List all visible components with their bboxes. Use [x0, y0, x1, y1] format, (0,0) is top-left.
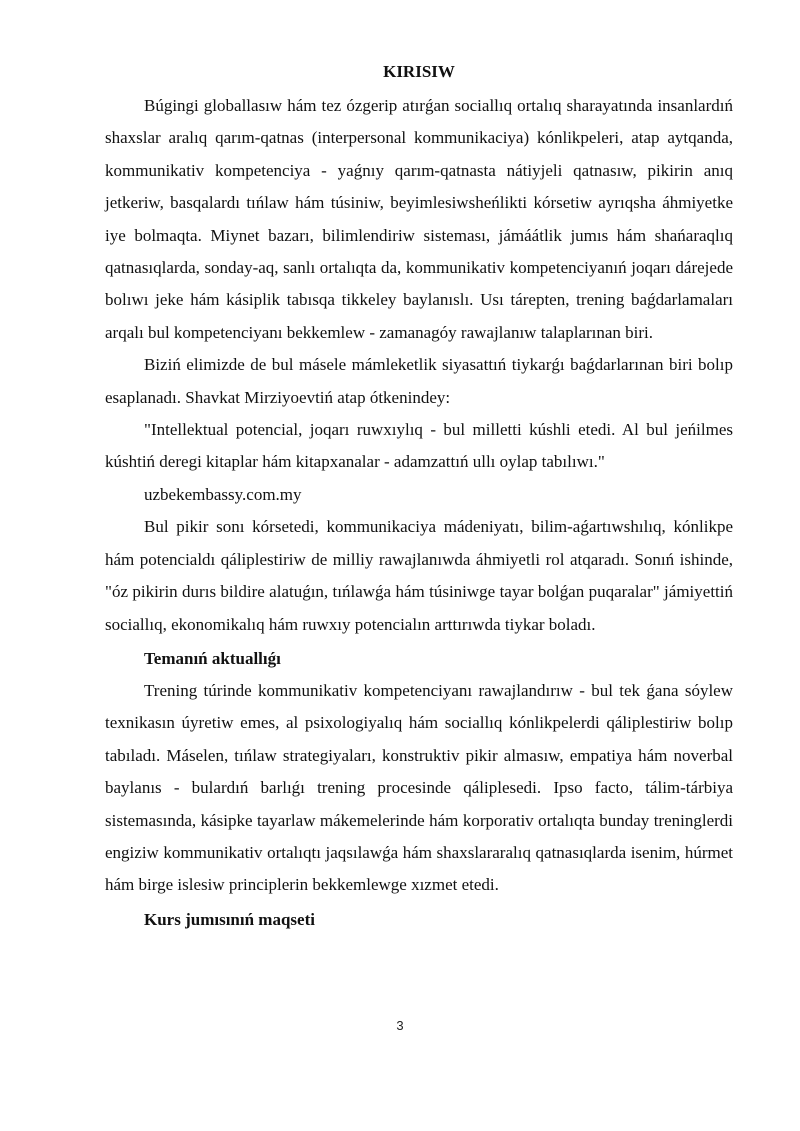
page-number: 3	[396, 1018, 404, 1033]
quote-paragraph: "Intellektual potencial, joqarı ruwxıylıq - bul milletti kúshli etedi. Al bul jeńilmes kúshtiń deregi kitaplar hám kitapxanalar - adamzattıń ullı oylap tabılıwı."	[105, 420, 733, 472]
document-title: KIRISIW	[383, 62, 455, 81]
intro-paragraph: Búgingi globallasıw hám tez ózgerip atırǵan sociallıq ortalıq sharayatında insanlardıń shaxslar aralıq qarım-qatnas (interpersonal kommunikaciya) kónlikpeleri, atap aytqanda, kommunikativ kompetenciya - yaǵnıy qarım-qatnasta nátiyjeli qatnasıw, pikirin anıq jetkeriw, basqalardı tıńlaw hám túsiniw, beyimlesiwsheńlikti kórsetiw ayrıqsha áhmiyetke iye bolmaqta. Miynet bazarı, bilimlendiriw sisteması, jámáátlik jumıs hám shańaraqlıq qatnasıqlarda, sonday-aq, sanlı ortalıqta da, kommunikativ kompetenciyanıń joqarı dárejede bolıwı jeke hám kásiplik tabısqa tikkeley baylanıslı. Usı tárepten, trening baǵdarlamaları arqalı bul kompetenciyanı bekkemlew - zamanagóy rawajlanıw talaplarınan biri.	[105, 96, 733, 342]
section-heading-goal: Kurs jumısınıń maqseti	[144, 909, 315, 929]
policy-paragraph: Biziń elimizde de bul másele mámleketlik siyasattıń tiykarǵı baǵdarlarınan biri bolıp esaplanadı. Shavkat Mirziyoevtiń atap ótkenindey:	[105, 355, 733, 407]
relevance-paragraph: Trening túrinde kommunikativ kompetenciyanı rawajlandırıw - bul tek ǵana sóylew texnikasın úyretiw emes, al psixologiyalıq hám sociallıq kónlikpelerdi qáliplestiriw bolıp tabıladı. Máselen, tıńlaw strategiyaları, konstruktiv pikir almasıw, empatiya hám noverbal baylanıs - bulardıń barlıǵı trening procesinde qáliplesedi. Ipso facto, tálim-tárbiya sistemasında, kásipke tayarlaw mákemelerinde hám korporativ ortalıqta bunday treninglerdi engiziw kommunikativ ortalıqtı jaqsılawǵa hám shaxslararalıq qatnasıqlarda isenim, húrmet hám birge islesiw principlerin bekkemlewge xızmet etedi.	[105, 680, 733, 895]
section-heading-relevance: Temanıń aktuallıǵı	[144, 648, 281, 668]
quote-source: uzbekembassy.com.my	[144, 484, 302, 504]
commentary-paragraph: Bul pikir sonı kórsetedi, kommunikaciya mádeniyatı, bilim-aǵartıwshılıq, kónlikpe hám potencialdı qáliplestiriw de milliy rawajlanıwda áhmiyetli rol atqaradı. Sonıń ishinde, "óz pikirin durıs bildire alatuǵın, tıńlawǵa hám túsiniwge tayar bolǵan puqaralar" jámiyettiń sociallıq, ekonomikalıq hám ruwxıy potencialın arttırıwda tiykar boladı.	[105, 517, 733, 634]
document-page	[105, 60, 733, 936]
